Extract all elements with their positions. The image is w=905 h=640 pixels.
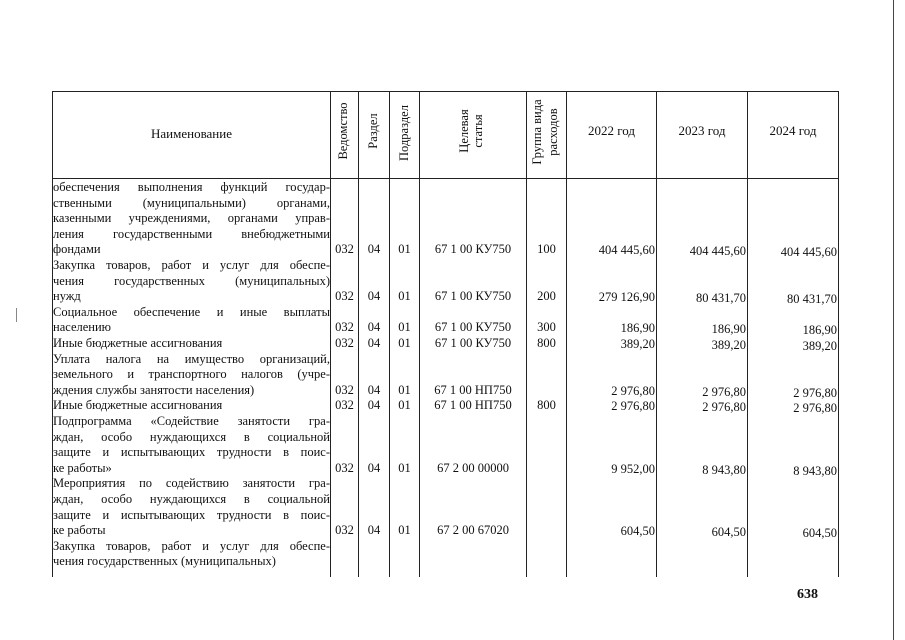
cell-2024: 404 445,60 xyxy=(780,245,837,260)
cell-2024: 8 943,80 xyxy=(793,463,837,478)
cell-podrazdel: 01 xyxy=(398,398,411,413)
row-name xyxy=(53,398,330,414)
cell-podrazdel: 01 xyxy=(398,523,411,538)
cell-gruppa-vida: 800 xyxy=(537,398,556,413)
row-name-line: Закупка товаров, работ и услуг для обеспе- xyxy=(53,258,330,272)
cell-podrazdel: 01 xyxy=(398,320,411,335)
cell-vedomstvo: 032 xyxy=(335,242,354,257)
cell-celevaya-statya: 67 1 00 КУ750 xyxy=(434,336,512,350)
cell-celevaya-statya: 67 1 00 КУ750 xyxy=(434,242,512,257)
cell-2024: 2 976,80 xyxy=(793,401,837,416)
row-name xyxy=(53,336,330,352)
row-name-line: ждения службы занятости населения) xyxy=(53,382,255,397)
cell-podrazdel: 01 xyxy=(398,289,411,304)
scan-mark xyxy=(16,308,17,322)
cell-2023: 604,50 xyxy=(711,525,746,540)
row-name-line: казенными учреждениями, органами управ- xyxy=(53,211,330,226)
cell-razdel: 04 xyxy=(367,460,381,475)
row-name-line: населению xyxy=(53,320,111,335)
cell-2024: 389,20 xyxy=(802,339,837,353)
row-name-line: ждан, особо нуждающихся в социальной xyxy=(53,429,330,444)
row-name-line: ления государственными внебюджетными xyxy=(53,226,330,241)
cell-2023: 389,20 xyxy=(711,338,746,352)
cell-2022: 186,90 xyxy=(620,321,655,336)
row-name-line: Закупка товаров, работ и услуг для обеспе- xyxy=(53,538,330,553)
cell-celevaya-statya: 67 2 00 67020 xyxy=(437,523,509,538)
cell-2023: 8 943,80 xyxy=(702,462,746,477)
row-name xyxy=(53,414,330,476)
cell-razdel: 04 xyxy=(367,336,381,350)
row-name-line: защите и испытывающих трудности в поис- xyxy=(53,507,330,522)
cell-2022: 404 445,60 xyxy=(598,243,655,258)
cell-2023: 80 431,70 xyxy=(696,291,746,306)
cell-celevaya-statya: 67 1 00 НП750 xyxy=(434,382,512,397)
cell-vedomstvo: 032 xyxy=(335,398,354,413)
cell-2023: 2 976,80 xyxy=(702,384,746,399)
cell-2023: 404 445,60 xyxy=(689,244,746,259)
row-name-line: чения государственных (муниципальных) xyxy=(53,273,330,288)
header-gruppa-line2: расходов xyxy=(546,108,560,156)
table-right-border xyxy=(838,91,839,577)
cell-2022: 389,20 xyxy=(620,337,655,351)
row-name xyxy=(53,258,330,305)
cell-vedomstvo: 032 xyxy=(335,336,354,350)
row-name-line: защите и испытывающих трудности в поис- xyxy=(53,445,330,460)
header-razdel: Раздел xyxy=(366,113,380,149)
cell-podrazdel: 01 xyxy=(398,242,411,257)
cell-2022: 279 126,90 xyxy=(598,290,655,305)
cell-gruppa-vida: 200 xyxy=(537,289,556,304)
row-name-line: Иные бюджетные ассигнования xyxy=(53,336,223,350)
cell-vedomstvo: 032 xyxy=(335,523,354,538)
table-top-border xyxy=(52,91,839,92)
header-celevaya-line2: статья xyxy=(471,114,485,148)
row-name-line: ждан, особо нуждающихся в социальной xyxy=(53,491,330,506)
cell-vedomstvo: 032 xyxy=(335,382,354,397)
row-name xyxy=(53,352,330,399)
row-name-line: ственными (муниципальными) органами, xyxy=(53,195,330,210)
cell-vedomstvo: 032 xyxy=(335,289,354,304)
row-name-line: чения государственных (муниципальных) xyxy=(53,554,276,569)
cell-razdel: 04 xyxy=(367,320,381,335)
cell-celevaya-statya: 67 1 00 КУ750 xyxy=(434,289,512,304)
row-name-line: нужд xyxy=(53,289,81,304)
cell-celevaya-statya: 67 2 00 00000 xyxy=(437,460,509,475)
cell-podrazdel: 01 xyxy=(398,382,411,397)
row-name-line: фондами xyxy=(53,242,101,257)
row-name-line: Иные бюджетные ассигнования xyxy=(53,398,223,413)
cell-razdel: 04 xyxy=(367,398,381,413)
cell-2023: 186,90 xyxy=(711,322,746,337)
cell-razdel: 04 xyxy=(367,382,381,397)
cell-2022: 9 952,00 xyxy=(611,461,655,476)
cell-2023: 2 976,80 xyxy=(702,400,746,415)
cell-podrazdel: 01 xyxy=(398,336,411,350)
header-2022: 2022 год xyxy=(588,123,635,138)
row-name-line: Подпрограмма «Содействие занятости гра- xyxy=(53,414,330,428)
cell-vedomstvo: 032 xyxy=(335,460,354,475)
row-name xyxy=(53,305,330,336)
row-name xyxy=(53,539,330,570)
cell-2024: 80 431,70 xyxy=(787,292,837,307)
cell-gruppa-vida: 800 xyxy=(537,336,556,350)
row-name-line: обеспечения выполнения функций государ- xyxy=(53,180,330,194)
cell-celevaya-statya: 67 1 00 НП750 xyxy=(434,398,512,413)
header-2024: 2024 год xyxy=(769,123,817,138)
header-vedomstvo: Ведомство xyxy=(336,102,350,160)
cell-2024: 604,50 xyxy=(802,526,837,541)
header-bottom-border xyxy=(52,178,839,179)
cell-2024: 186,90 xyxy=(802,323,837,338)
cell-celevaya-statya: 67 1 00 КУ750 xyxy=(434,320,512,335)
row-name-line: Мероприятия по содействию занятости гра- xyxy=(53,476,330,491)
row-name-line: Социальное обеспечение и иные выплаты xyxy=(53,304,330,319)
cell-podrazdel: 01 xyxy=(398,460,411,475)
row-name-line: ке работы» xyxy=(53,460,112,475)
header-celevaya-line1: Целевая xyxy=(457,109,471,153)
row-name-line: Уплата налога на имущество организаций, xyxy=(53,351,330,366)
cell-2022: 2 976,80 xyxy=(611,383,655,398)
header-name: Наименование xyxy=(151,126,232,141)
header-gruppa-line1: Группа вида xyxy=(530,99,544,165)
cell-2022: 2 976,80 xyxy=(611,399,655,414)
cell-razdel: 04 xyxy=(367,523,381,538)
row-name xyxy=(53,476,330,538)
row-name-line: земельного и транспортного налогов (учре- xyxy=(53,367,330,382)
row-name xyxy=(53,180,330,258)
cell-2022: 604,50 xyxy=(620,524,655,539)
scan-edge-line xyxy=(893,0,894,640)
page-number: 638 xyxy=(797,587,818,602)
cell-2024: 2 976,80 xyxy=(793,385,837,400)
row-name-line: ке работы xyxy=(53,523,106,538)
cell-gruppa-vida: 100 xyxy=(537,242,556,257)
cell-gruppa-vida: 300 xyxy=(537,320,556,335)
cell-vedomstvo: 032 xyxy=(335,320,354,335)
header-2023: 2023 год xyxy=(678,123,726,138)
cell-razdel: 04 xyxy=(367,289,381,304)
header-podrazdel: Подраздел xyxy=(397,105,411,161)
cell-razdel: 04 xyxy=(367,242,381,257)
